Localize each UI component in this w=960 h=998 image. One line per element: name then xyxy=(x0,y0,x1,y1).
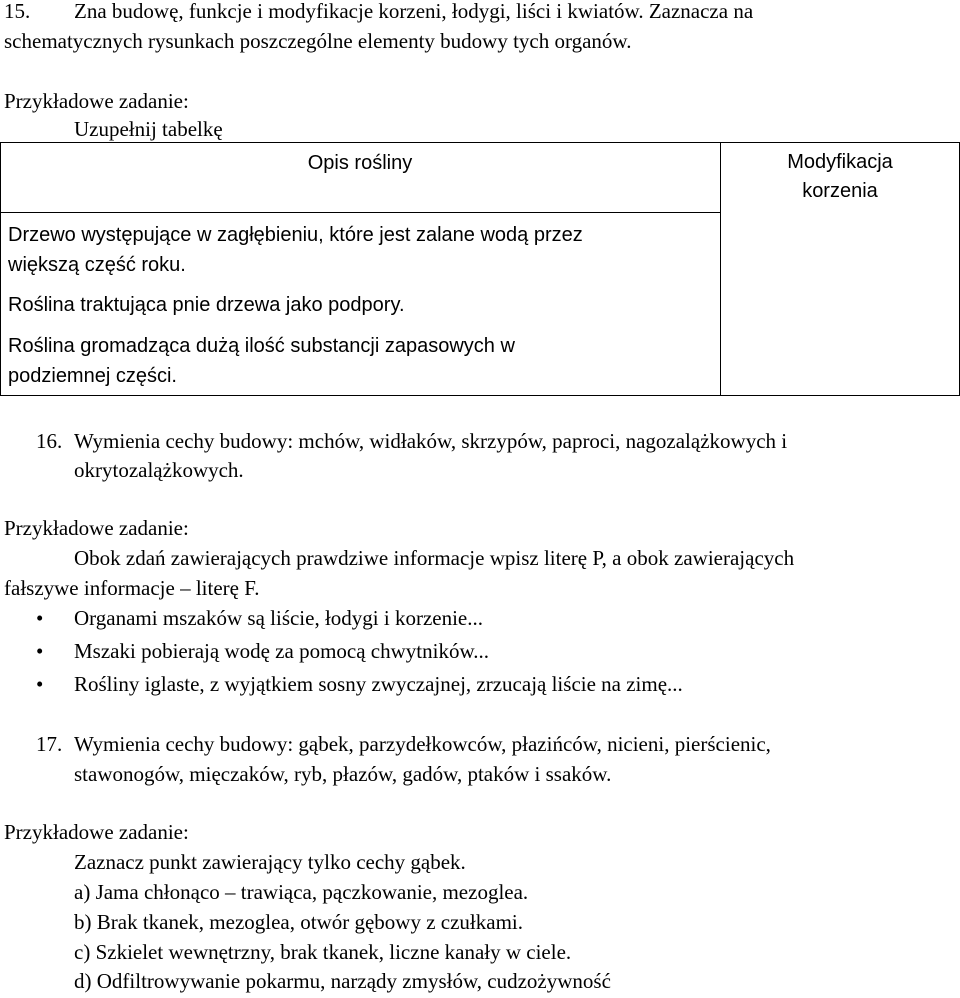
q15-example-label: Przykładowe zadanie: xyxy=(4,89,189,113)
q15-table xyxy=(0,142,960,396)
q15-line1: Zna budowę, funkcje i modyfikacje korzeni, łodygi, liści i kwiatów. Zaznacza na xyxy=(74,0,754,23)
q17-line2: stawonogów, mięczaków, ryb, płazów, gadów, ptaków i ssaków. xyxy=(74,762,612,786)
q17-option-d[interactable]: d) Odfiltrowywanie pokarmu, narządy zmysłów, cudzożywność xyxy=(74,969,611,993)
table-row-1-line2: większą część roku. xyxy=(8,254,186,276)
q17-header xyxy=(36,729,771,759)
q16-instruction-line1: Obok zdań zawierających prawdziwe informacje wpisz literę P, a obok zawierających xyxy=(74,546,795,570)
q17-line1: Wymienia cechy budowy: gąbek, parzydełkowców, płazińców, nicieni, pierścienic, xyxy=(74,732,771,756)
bullet-icon: • xyxy=(36,639,44,663)
table-header-divider xyxy=(0,212,720,213)
q17-number: 17. xyxy=(36,732,63,756)
table-row-2-line1: Roślina traktująca pnie drzewa jako podpory. xyxy=(8,294,405,316)
q16-line2: okrytozalążkowych. xyxy=(74,458,244,482)
q16-header xyxy=(36,426,787,456)
q17-example-label: Przykładowe zadanie: xyxy=(4,820,189,844)
table-row-3-line2: podziemnej części. xyxy=(8,365,177,387)
table-header-modification-line1: Modyfikacja xyxy=(787,151,893,173)
q16-bullet-1: Organami mszaków są liście, łodygi i korzenie... xyxy=(74,606,484,630)
table-header-modification-line2: korzenia xyxy=(802,180,878,202)
q17-option-c[interactable]: c) Szkielet wewnętrzny, brak tkanek, liczne kanały w ciele. xyxy=(74,940,572,964)
q16-bullet-3: Rośliny iglaste, z wyjątkiem sosny zwyczajnej, zrzucają liście na zimę... xyxy=(74,672,683,696)
table-row xyxy=(8,290,405,320)
table-row xyxy=(8,331,515,391)
q17-instruction: Zaznacz punkt zawierający tylko cechy gąbek. xyxy=(74,850,466,874)
table-header-modification xyxy=(720,148,960,206)
q15-line2: schematycznych rysunkach poszczególne elementy budowy tych organów. xyxy=(4,29,632,53)
table-answer-cell[interactable] xyxy=(721,213,959,395)
table-row-1-line1: Drzewo występujące w zagłębieniu, które jest zalane wodą przez xyxy=(8,224,583,246)
q16-number: 16. xyxy=(36,429,63,453)
q16-line1: Wymienia cechy budowy: mchów, widłaków, skrzypów, paproci, nagozalążkowych i xyxy=(74,429,788,453)
table-row-3-line1: Roślina gromadząca dużą ilość substancji zapasowych w xyxy=(8,335,515,357)
q17-option-a[interactable]: a) Jama chłonąco – trawiąca, pączkowanie, mezoglea. xyxy=(74,880,529,904)
q17-option-b[interactable]: b) Brak tkanek, mezoglea, otwór gębowy z czułkami. xyxy=(74,910,524,934)
q16-instruction-line2: fałszywe informacje – literę F. xyxy=(4,576,260,600)
bullet-icon: • xyxy=(36,606,44,630)
q16-bullet-2: Mszaki pobierają wodę za pomocą chwytników... xyxy=(74,639,490,663)
q15-instruction: Uzupełnij tabelkę xyxy=(74,117,223,141)
q15-number: 15. xyxy=(4,0,31,23)
table-row xyxy=(8,220,583,280)
q16-example-label: Przykładowe zadanie: xyxy=(4,516,189,540)
table-header-description: Opis rośliny xyxy=(307,152,413,174)
q15-header xyxy=(4,0,753,26)
bullet-icon: • xyxy=(36,672,44,696)
